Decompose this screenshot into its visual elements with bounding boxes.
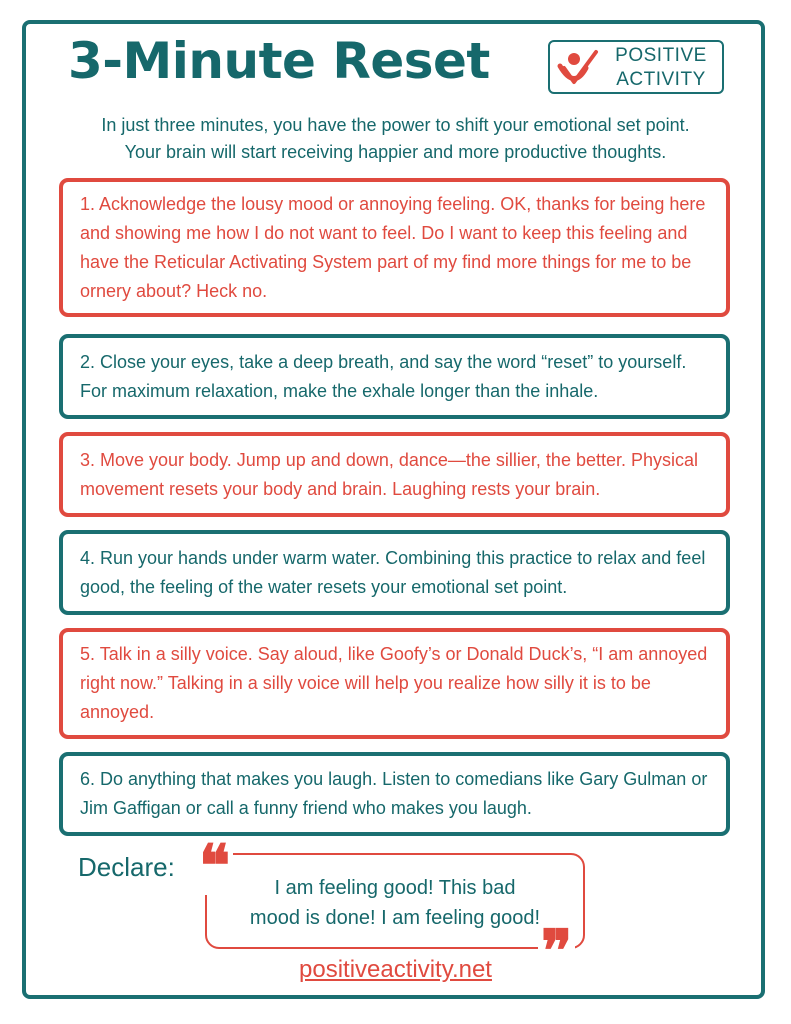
step-card-2 (59, 334, 730, 419)
page-title: 3-Minute Reset (68, 32, 490, 90)
positive-activity-logo (548, 40, 724, 94)
declare-quote-line-2: mood is done! I am feeling good! (249, 907, 541, 929)
step-card-4 (59, 530, 730, 615)
declare-quote-line-1: I am feeling good! This bad (274, 877, 516, 899)
step-text-6: 6. Do anything that makes you laugh. Listen to comedians like Gary Gulman or Jim Gaffigan or call a funny friend who makes you laugh. (80, 769, 708, 818)
step-text-1: 1. Acknowledge the lousy mood or annoying feeling. OK, thanks for being here and showing me how I do not want to feel. Do I want to keep this feeling and have the Reticular Activating System part of my find more things for me to be ornery about? Heck no. (80, 193, 706, 301)
step-text-4: 4. Run your hands under warm water. Combining this practice to relax and feel good, the feeling of the water resets your emotional set point. (80, 547, 706, 597)
close-quote-icon: ❞ (538, 922, 575, 980)
website-link[interactable]: positiveactivity.net (299, 956, 492, 983)
declare-quote-text (225, 873, 565, 933)
intro-text (40, 112, 751, 166)
step-card-1 (59, 178, 730, 317)
step-card-6 (59, 752, 730, 836)
step-text-5: 5. Talk in a silly voice. Say aloud, like Goofy’s or Donald Duck’s, “I am annoyed right now.” Talking in a silly voice will help you realize how silly it is to be annoyed. (80, 644, 708, 722)
open-quote-icon: ❝ (196, 837, 233, 895)
step-card-3 (59, 432, 730, 517)
intro-line-1: In just three minutes, you have the power to shift your emotional set point. (101, 115, 690, 135)
logo-line-1: POSITIVE (615, 45, 707, 66)
step-text-3: 3. Move your body. Jump up and down, dance—the sillier, the better. Physical movement resets your body and brain. Laughing rests your brain. (80, 449, 699, 499)
step-text-2: 2. Close your eyes, take a deep breath, and say the word “reset” to yourself. For maximum relaxation, make the exhale longer than the inhale. (80, 351, 687, 401)
intro-line-2: Your brain will start receiving happier and more productive thoughts. (124, 142, 667, 162)
declare-label: Declare: (78, 852, 175, 882)
logo-line-2: ACTIVITY (616, 69, 706, 90)
step-card-5 (59, 628, 730, 739)
checkmark-smile-icon (556, 46, 600, 90)
